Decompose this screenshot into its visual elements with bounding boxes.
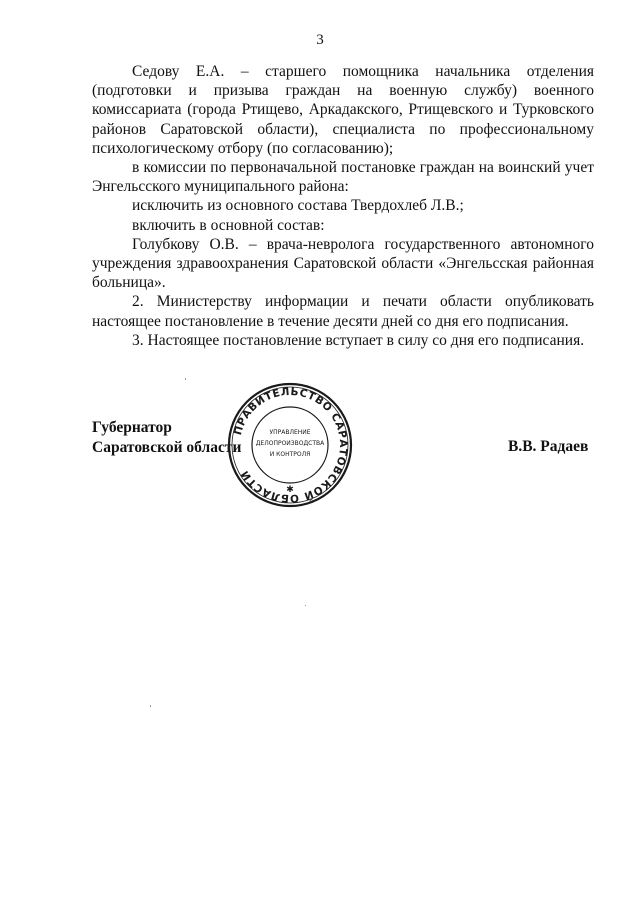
official-stamp (225, 380, 355, 510)
signature-name: В.В. Радаев (508, 438, 589, 455)
stamp-outer-text: ПРАВИТЕЛЬСТВО САРАТОВСКОЙ ОБЛАСТИ (232, 385, 350, 505)
page-number: 3 (316, 32, 324, 48)
paragraph-item-2: 2. Министерству информации и печати области опубликовать настоящее постановление в течение десяти дней со дня его подписания. (92, 293, 594, 330)
paragraph-item-3: 3. Настоящее постановление вступает в силу со дня его подписания. (132, 331, 585, 349)
paragraph-sedova: Седову Е.А. – старшего помощника начальника отделения (подготовки и призыва граждан на военную службу) военного комиссариата (города Ртищево, Аркадакского, Ртищевского и Турковского районов Саратовской области), специалиста по профессиональному психологическому отбору (по согласованию); (92, 63, 594, 157)
paragraph-commission: в комиссии по первоначальной постановке граждан на воинский учет Энгельсского муниципального района: (92, 159, 594, 196)
signature-title-line-1: Губернатор (92, 419, 172, 436)
stamp-inner-line-1: УПРАВЛЕНИЕ (269, 429, 311, 436)
stamp-inner-line-3: И КОНТРОЛЯ (269, 451, 311, 458)
paragraph-exclude: исключить из основного состава Твердохлеб Л.В.; (132, 197, 464, 215)
scan-speck (305, 605, 306, 606)
stamp-inner-line-2: ДЕЛОПРОИЗВОДСТВА (255, 440, 325, 447)
stamp-star-icon: ✱ (286, 485, 294, 495)
paragraph-include: включить в основной состав: (132, 216, 325, 234)
scan-speck (185, 378, 186, 380)
signature-title-line-2: Саратовской области (92, 439, 242, 456)
scan-speck (150, 705, 151, 707)
document-body (92, 62, 594, 350)
paragraph-golubkova: Голубкову О.В. – врача-невролога государственного автономного учреждения здравоохранения Саратовской области «Энгельсская районная больница». (92, 235, 594, 292)
signature-title (92, 418, 241, 458)
